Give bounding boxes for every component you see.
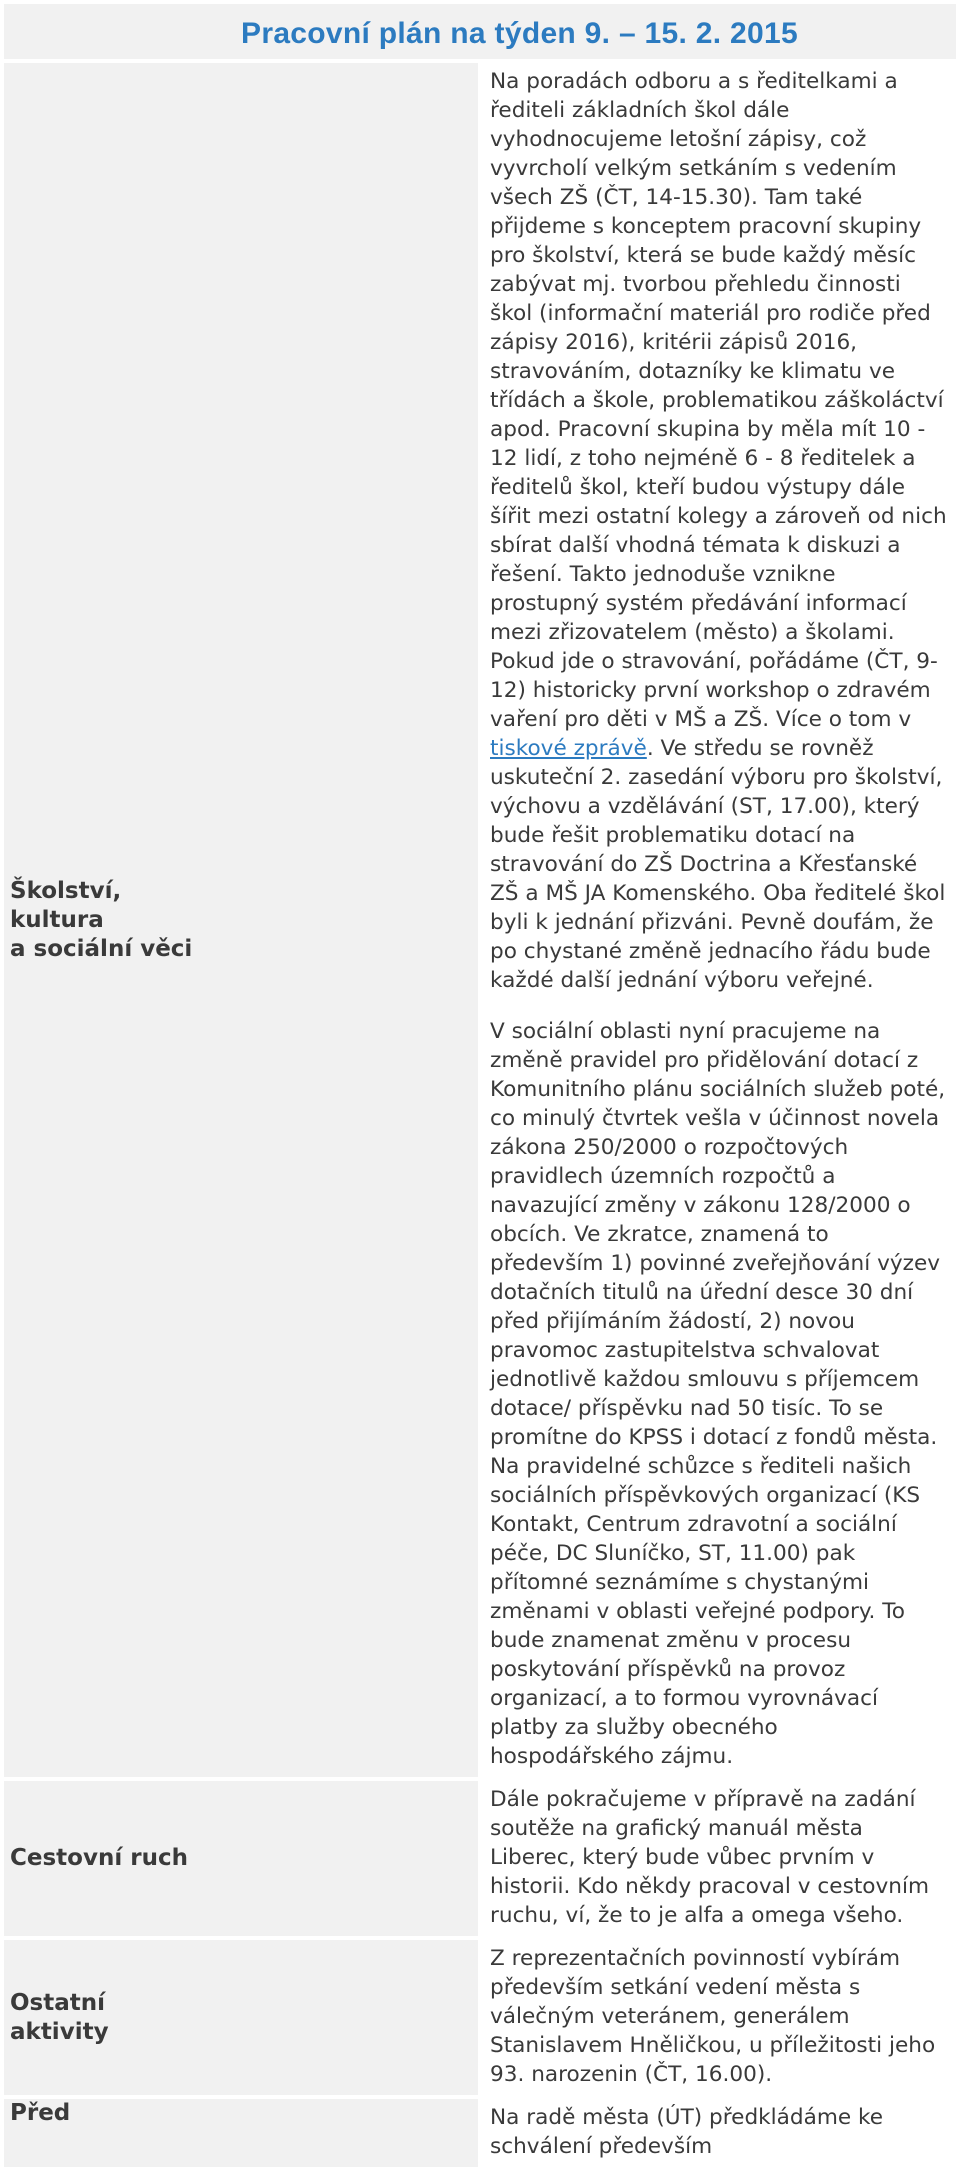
label-line: kultura [10,906,104,933]
label-line: Ostatní [10,1989,106,2016]
paragraph-ostatni: Z reprezentačních povinností vybírám především setkání vedení města s válečným veteránem, generálem Stanislavem Hněličkou, u příležitosti jeho 93. narozenin (ČT, 16.00). [490,1946,936,2087]
label-line: Cestovní ruch [10,1845,188,1871]
press-release-link[interactable]: tiskové zprávě [490,736,647,761]
paragraph-skolstvi-1 [490,67,948,995]
content-skolstvi [482,63,956,1777]
content-cestovni-ruch [482,1781,956,1936]
paragraph-text: . Ve středu se rovněž uskuteční 2. zasedání výboru pro školství, výchovu a vzdělávání (ST, 17.00), který bude řešit problematiku dotací na stravování do ZŠ Doctrina a Křesťanské ZŠ a MŠ JA Komenského. Oba ředitelé škol byli k jednání přizváni. Pevně doufám, že po chystané změně jednacího řádu bude každé další jednání výboru veřejné. [490,736,946,993]
content-ostatni-aktivity [482,1940,956,2095]
paragraph-cestovni: Dále pokračujeme v přípravě na zadání soutěže na grafický manuál města Liberec, který bude vůbec prvním v historii. Kdo někdy pracoval v cestovním ruchu, ví, že to je alfa a omega všeho. [490,1787,929,1928]
content-pred [482,2099,956,2167]
label-cestovni-ruch [4,1781,478,1936]
label-line: Před [10,2100,71,2126]
label-pred [4,2099,478,2167]
page-title: Pracovní plán na týden 9. – 15. 2. 2015 [241,16,798,50]
paragraph-pred: Na radě města (ÚT) předkládáme ke schválení především [490,2105,884,2159]
paragraph-skolstvi-2: V sociální oblasti nyní pracujeme na změně pravidel pro přidělování dotací z Komunitního plánu sociálních služeb poté, co minulý čtvrtek vešla v účinnost novela zákona 250/2000 o rozpočtových pravidlech územních rozpočtů a navazující změny v zákonu 128/2000 o obcích. Ve zkratce, znamená to především 1) povinné zveřejňování výzev dotačních titulů na úřední desce 30 dní před přijímáním žádostí, 2) novou pravomoc zastupitelstva schvalovat jednotlivě každou smlouvu s příjemcem dotace/ příspěvku nad 50 tisíc. To se promítne do KPSS i dotací z fondů města. Na pravidelné schůzce s řediteli našich sociálních příspěvkových organizací (KS Kontakt, Centrum zdravotní a sociální péče, DC Sluníčko, ST, 11.00) pak přítomné seznámíme s chystanými změnami v oblasti veřejné podpory. To bude znamenat změnu v procesu poskytování příspěvků na provoz organizací, a to formou vyrovnávací platby za služby obecného hospodářského zájmu. [490,1019,946,1769]
label-line: Školství, [10,877,122,904]
label-skolstvi [4,63,478,1777]
label-line: a sociální věci [10,935,193,962]
title-row [4,4,956,59]
label-ostatni-aktivity [4,1940,478,2095]
paragraph-text: Na poradách odboru a s ředitelkami a řediteli základních škol dále vyhodnocujeme letošní zápisy, což vyvrcholí velkým setkáním s vedením všech ZŠ (ČT, 14-15.30). Tam také přijdeme s konceptem pracovní skupiny pro školství, která se bude každý měsíc zabývat mj. tvorbou přehledu činnosti škol (informační materiál pro rodiče před zápisy 2016), kritérii zápisů 2016, stravováním, dotazníky ke klimatu ve třídách a škole, problematikou záškoláctví apod. Pracovní skupina by měla mít 10 - 12 lidí, z toho nejméně 6 - 8 ředitelek a ředitelů škol, kteří budou výstupy dále šířit mezi ostatní kolegy a zároveň od nich sbírat další vhodná témata k diskuzi a řešení. Takto jednoduše vznikne prostupný systém předávání informací mezi zřizovatelem (město) a školami. Pokud jde o stravování, pořádáme (ČT, 9-12) historicky první workshop o zdravém vaření pro děti v MŠ a ZŠ. Více o tom v [490,69,947,732]
label-line: aktivity [10,2018,109,2045]
